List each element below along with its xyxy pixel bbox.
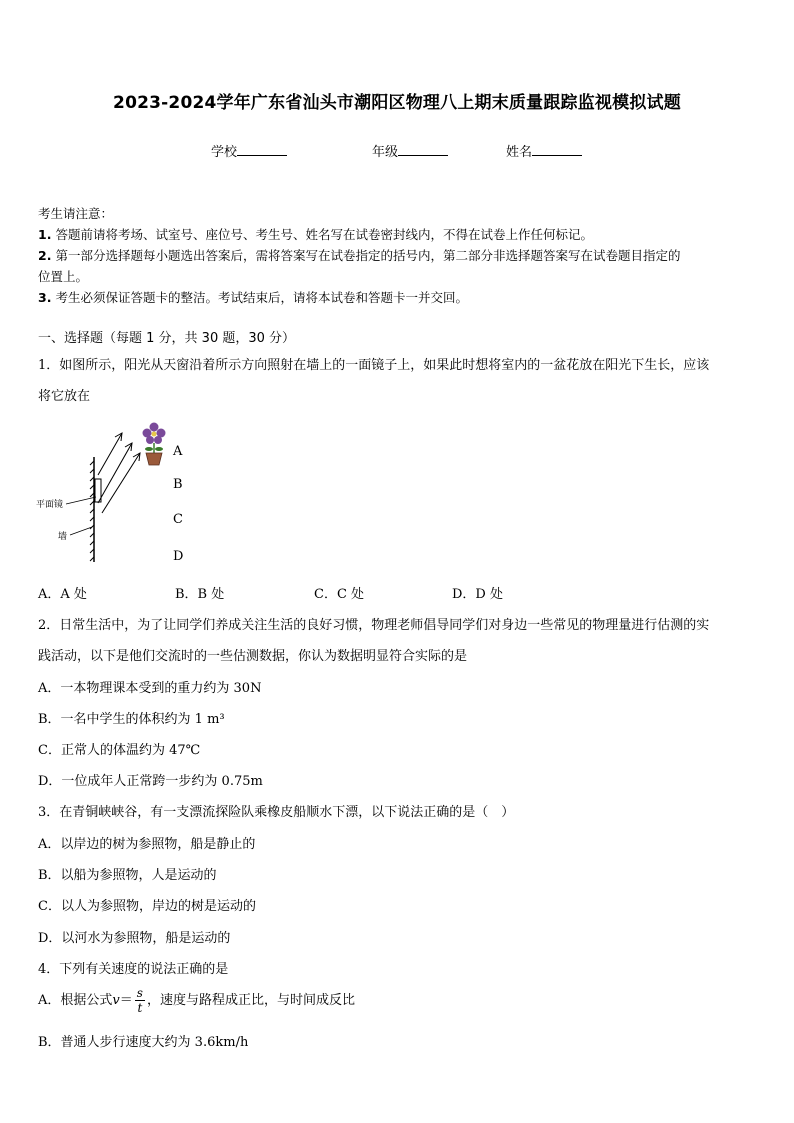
q4-option-a-suffix: ，速度与路程成正比，与时间成反比 — [146, 993, 355, 1008]
q1-stem-continued: 将它放在 — [38, 389, 91, 404]
q2-stem: 2．日常生活中，为了让同学们养成关注生活的良好习惯，物理老师倡导同学们对身边一些常见的物理量进行估测的实 — [38, 618, 710, 633]
mirror-diagram — [36, 415, 196, 575]
note-2 — [38, 245, 763, 266]
q4-stem: 4．下列有关速度的说法正确的是 — [38, 962, 229, 977]
q1-stem: 1．如图所示，阳光从天窗沿着所示方向照射在墙上的一面镜子上，如果此时想将室内的一盆花放在阳光下生长，应该 — [38, 358, 710, 373]
q2-stem-continued: 践活动，以下是他们交流时的一些估测数据，你认为数据明显符合实际的是 — [38, 649, 468, 664]
position-a-label: A — [173, 444, 183, 459]
q2-option-a: A．一本物理课本受到的重力约为 30N — [38, 681, 262, 696]
q4-option-b: B．普通人步行速度大约为 3.6km/h — [38, 1035, 249, 1050]
name-label: 姓名 — [506, 145, 533, 160]
formula-fraction — [135, 986, 145, 1015]
q3-option-c: C．以人为参照物，岸边的树是运动的 — [38, 899, 256, 914]
formula-denominator: t — [137, 1001, 143, 1015]
q4-option-a-prefix: A．根据公式 — [38, 993, 113, 1008]
note-1-text: 答题前请将考场、试室号、座位号、考生号、姓名写在试卷密封线内，不得在试卷上作任何标记。 — [55, 227, 593, 242]
formula-equals: ＝ — [119, 993, 133, 1008]
note-3-number: 3. — [38, 290, 52, 305]
exam-notes — [38, 203, 763, 308]
note-3-text: 考生必须保证答题卡的整洁。考试结束后，请将本试卷和答题卡一并交回。 — [55, 290, 468, 305]
school-blank — [237, 143, 287, 156]
note-2-number: 2. — [38, 248, 52, 263]
position-b-label: B — [173, 477, 183, 492]
q1-option-d: D．D 处 — [452, 587, 503, 602]
section-heading: 一、选择题（每题 1 分，共 30 题，30 分） — [38, 331, 296, 346]
formula-v: v — [112, 993, 120, 1008]
flower-pot-icon — [143, 423, 166, 466]
notes-heading: 考生请注意： — [38, 206, 114, 221]
q1-option-b: B．B 处 — [175, 587, 225, 602]
grade-label: 年级 — [372, 145, 399, 160]
wall-label: 墙 — [58, 532, 68, 542]
formula-numerator: s — [136, 986, 143, 1000]
note-1-number: 1. — [38, 227, 52, 242]
note-2-continued: 位置上。 — [38, 269, 89, 284]
position-d-label: D — [173, 549, 184, 564]
sun-rays — [98, 433, 140, 513]
name-blank — [532, 143, 582, 156]
name-field — [506, 141, 582, 160]
q3-option-d: D．以河水为参照物，船是运动的 — [38, 931, 231, 946]
grade-field — [372, 141, 448, 160]
q3-stem: 3．在青铜峡峡谷，有一支漂流探险队乘橡皮船顺水下漂，以下说法正确的是（ ） — [38, 805, 515, 820]
grade-blank — [398, 143, 448, 156]
page-title: 2023-2024学年广东省汕头市潮阳区物理八上期末质量跟踪监视模拟试题 — [113, 93, 681, 113]
q3-option-a: A．以岸边的树为参照物，船是静止的 — [38, 837, 256, 852]
mirror-label: 平面镜 — [36, 500, 64, 510]
q2-option-d: D．一位成年人正常跨一步约为 0.75m — [38, 774, 263, 789]
mirror-figure — [36, 415, 196, 575]
q1-option-c: C．C 处 — [314, 587, 365, 602]
wall-pointer — [70, 527, 92, 535]
school-field — [211, 141, 287, 160]
q2-option-b: B．一名中学生的体积约为 1 m³ — [38, 712, 225, 727]
school-label: 学校 — [211, 145, 238, 160]
q1-option-a: A．A 处 — [38, 587, 87, 602]
position-c-label: C — [173, 512, 183, 527]
note-3 — [38, 287, 763, 308]
q3-option-b: B．以船为参照物，人是运动的 — [38, 868, 217, 883]
note-1 — [38, 224, 763, 245]
note-2-text: 第一部分选择题每小题选出答案后，需将答案写在试卷指定的括号内，第二部分非选择题答案写在试卷题目指定的 — [55, 248, 681, 263]
q4-option-a — [38, 986, 355, 1015]
q2-option-c: C．正常人的体温约为 47℃ — [38, 743, 201, 758]
